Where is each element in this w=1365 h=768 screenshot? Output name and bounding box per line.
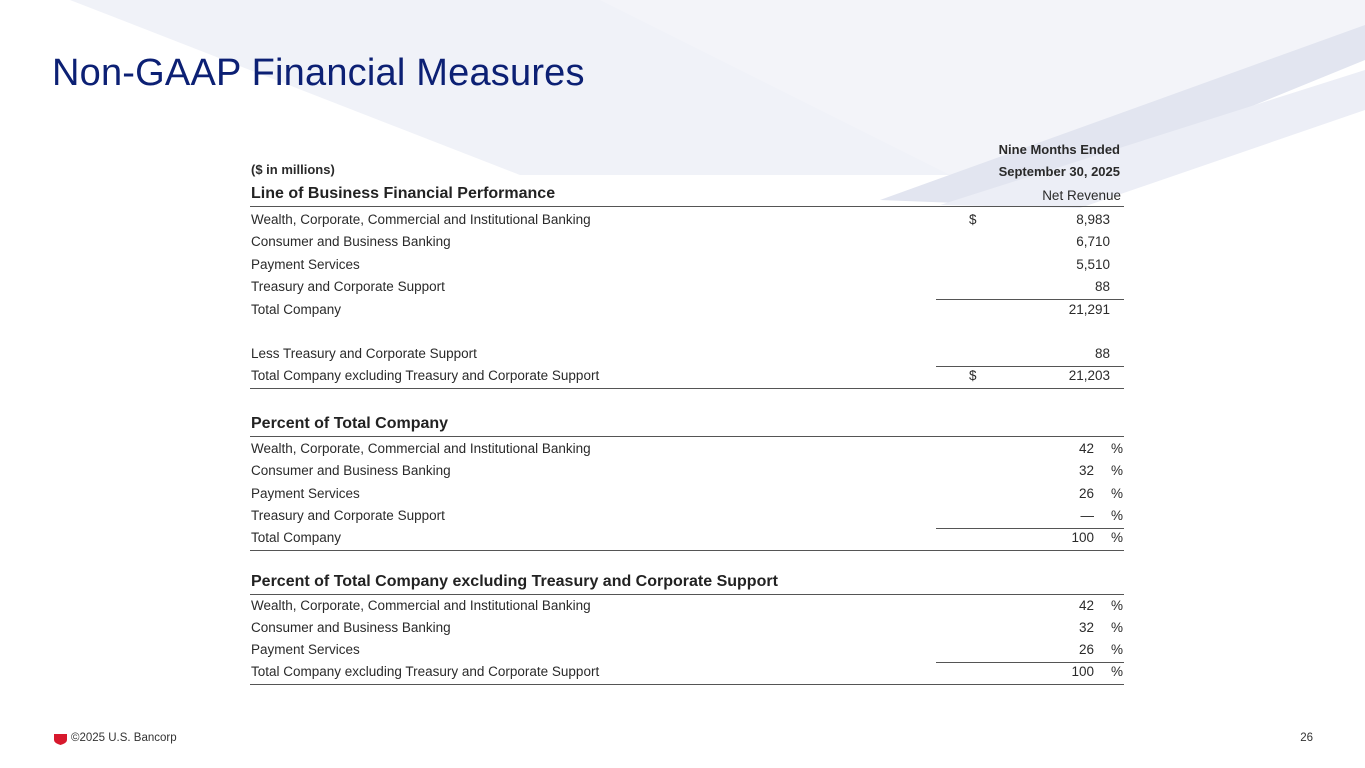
row-value: 88 xyxy=(1094,279,1110,294)
table-row-total xyxy=(250,300,1124,322)
row-value: 100 xyxy=(1071,664,1094,679)
row-label: Total Company excluding Treasury and Corporate Support xyxy=(251,368,600,383)
row-value: 21,291 xyxy=(1068,302,1110,317)
table-row xyxy=(250,484,1124,506)
row-label: Consumer and Business Banking xyxy=(251,234,451,249)
row-value: 6,710 xyxy=(1076,234,1110,249)
row-label: Payment Services xyxy=(251,486,360,501)
section-title: Line of Business Financial Performance xyxy=(251,185,556,202)
table-row xyxy=(250,255,1124,277)
copyright-text: ©2025 U.S. Bancorp xyxy=(71,732,177,744)
percent-sign: % xyxy=(1110,486,1123,501)
table-row xyxy=(250,596,1124,618)
column-header-period: Nine Months Ended xyxy=(998,142,1120,157)
currency-symbol: $ xyxy=(969,368,977,383)
row-label: Wealth, Corporate, Commercial and Institutional Banking xyxy=(251,598,591,613)
row-value: 100 xyxy=(1071,530,1094,545)
percent-sign: % xyxy=(1110,620,1123,635)
table-row xyxy=(250,439,1124,461)
table-row-total xyxy=(250,528,1124,551)
row-label: Payment Services xyxy=(251,257,360,272)
row-label: Total Company xyxy=(251,302,342,317)
table-row xyxy=(250,210,1124,232)
units-label: ($ in millions) xyxy=(251,162,335,177)
table-row xyxy=(250,640,1124,662)
percent-sign: % xyxy=(1110,441,1123,456)
row-label: Wealth, Corporate, Commercial and Institutional Banking xyxy=(251,212,591,227)
percent-sign: % xyxy=(1110,530,1123,545)
section-header-percent-total xyxy=(250,412,1124,437)
table-row xyxy=(250,344,1124,366)
row-value: 88 xyxy=(1094,346,1110,361)
row-value: 21,203 xyxy=(1068,368,1110,383)
row-label: Payment Services xyxy=(251,642,360,657)
row-label: Treasury and Corporate Support xyxy=(251,279,445,294)
row-value: 42 xyxy=(1078,598,1094,613)
table-row xyxy=(250,277,1124,299)
percent-sign: % xyxy=(1110,598,1123,613)
row-label: Treasury and Corporate Support xyxy=(251,508,445,523)
row-label: Total Company excluding Treasury and Corporate Support xyxy=(251,664,600,679)
table-row-total xyxy=(250,366,1124,389)
currency-symbol: $ xyxy=(969,212,977,227)
page-number: 26 xyxy=(1300,732,1313,744)
percent-sign: % xyxy=(1110,463,1123,478)
row-value: 26 xyxy=(1078,642,1094,657)
row-value: 32 xyxy=(1078,463,1094,478)
row-label: Less Treasury and Corporate Support xyxy=(251,346,477,361)
section-header-percent-excluding xyxy=(250,570,1124,595)
table-row xyxy=(250,232,1124,254)
percent-sign: % xyxy=(1110,664,1123,679)
shield-logo-icon xyxy=(54,734,67,745)
column-label-net-revenue: Net Revenue xyxy=(1042,188,1121,203)
page-title: Non-GAAP Financial Measures xyxy=(52,52,585,94)
row-label: Consumer and Business Banking xyxy=(251,620,451,635)
table-row-total xyxy=(250,662,1124,685)
section-title: Percent of Total Company excluding Treasury and Corporate Support xyxy=(251,573,778,590)
row-label: Wealth, Corporate, Commercial and Institutional Banking xyxy=(251,441,591,456)
percent-sign: % xyxy=(1110,642,1123,657)
table-row xyxy=(250,461,1124,483)
section-title: Percent of Total Company xyxy=(251,415,449,432)
row-value: 32 xyxy=(1078,620,1094,635)
row-value: — xyxy=(1080,508,1094,523)
row-value: 42 xyxy=(1078,441,1094,456)
row-value: 26 xyxy=(1078,486,1094,501)
table-row xyxy=(250,506,1124,528)
row-value: 8,983 xyxy=(1076,212,1110,227)
row-label: Total Company xyxy=(251,530,342,545)
row-value: 5,510 xyxy=(1076,257,1110,272)
column-header-date: September 30, 2025 xyxy=(998,164,1120,179)
row-label: Consumer and Business Banking xyxy=(251,463,451,478)
table-row xyxy=(250,618,1124,640)
section-header-line-of-business xyxy=(250,182,1124,207)
percent-sign: % xyxy=(1110,508,1123,523)
